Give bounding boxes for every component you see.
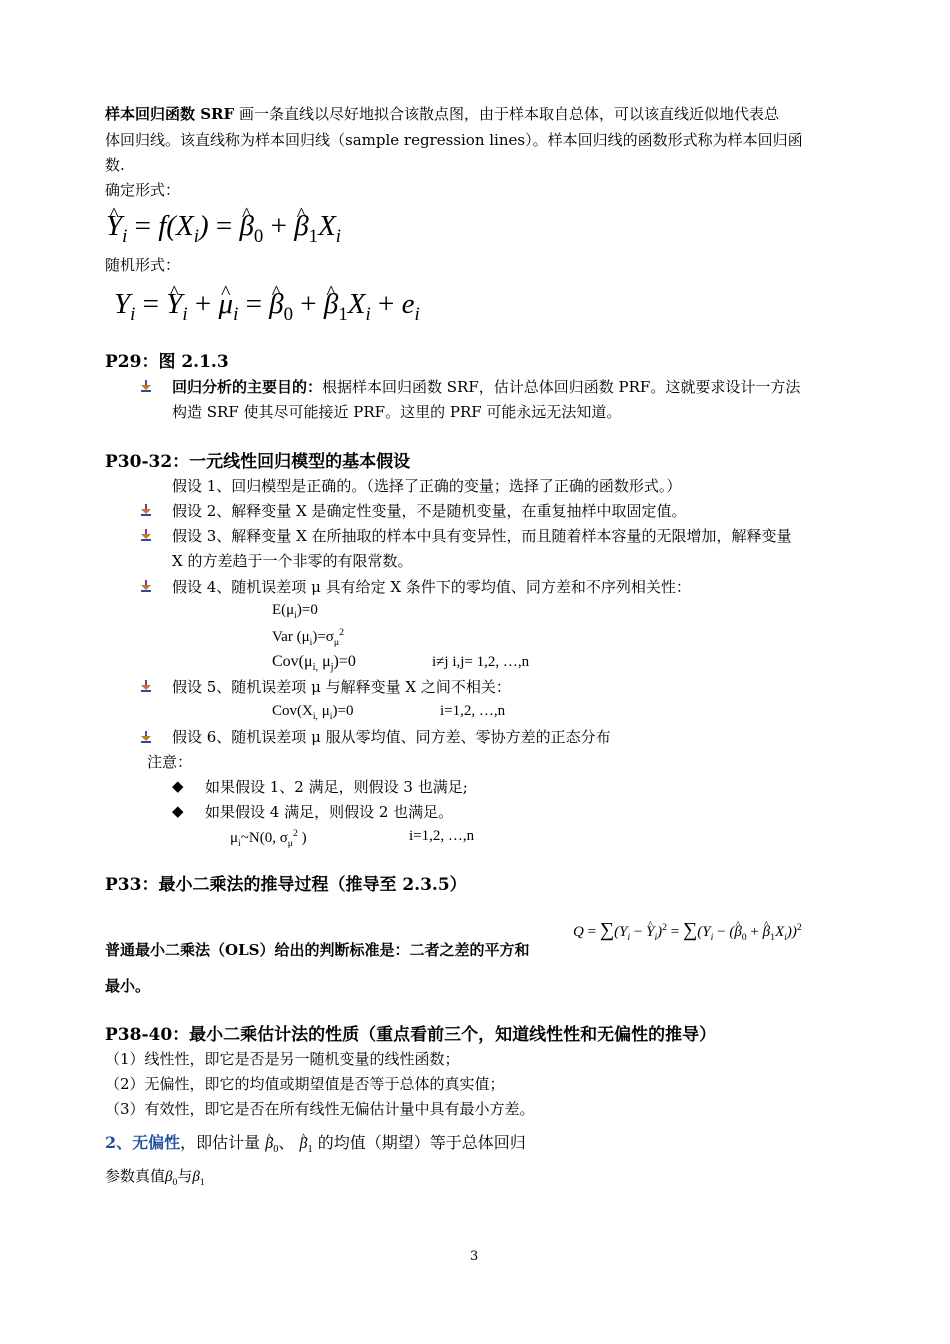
unbiasedness-text-1: ，即估计量 — [180, 1133, 261, 1152]
assumption-3-line-1: 假设 3、解释变量 X 在所抽取的样本中具有变异性，而且随着样本容量的无限增加，解释变量 — [172, 527, 792, 545]
assumption-2: 假设 2、解释变量 X 是确定性变量，不是随机变量，在重复抽样中取固定值。 — [172, 502, 687, 520]
srf-bold-term: 样本回归函数 SRF — [105, 105, 235, 123]
unbiasedness-text-2: 的均值（期望）等于总体回归 — [317, 1133, 526, 1152]
heading-p29: P29：图 2.1.3 — [105, 352, 229, 372]
note-item-2: 如果假设 4 满足，则假设 2 也满足。 — [205, 803, 454, 821]
param-true-values-line: 参数真值$\beta_0$与$\beta_1$ — [105, 1167, 205, 1188]
page-number: 3 — [470, 1249, 479, 1264]
heading-p33: P33：最小二乘法的推导过程（推导至 2.3.5） — [105, 875, 467, 895]
p29-bullet-line-2: 构造 SRF 使其尽可能接近 PRF。这里的 PRF 可能永远无法知道。 — [172, 403, 622, 421]
formula-normal-dist: $\mu_i\sim N(0$, $\sigma_\mu^2$ ) — [230, 828, 307, 849]
formula-normal-condition: i=1,2, …,n — [409, 828, 475, 844]
assumption-5: 假设 5、随机误差项 μ 与解释变量 X 之间不相关： — [172, 678, 511, 696]
formula-cov-x-mu: $Cov(X_{i,}$ $\mu_i)=0$ — [272, 703, 354, 722]
bullet-arrow-icon — [140, 680, 152, 692]
bullet-arrow-icon — [140, 380, 152, 392]
random-form-label: 随机形式： — [105, 256, 181, 274]
beta1-hat-symbol: ^ $\beta_1$ — [300, 1135, 313, 1152]
equation-deterministic-form: ^ $Y_i = f(X_i)$ = ^ $\beta_0$ + ^ $\beta_1X_i$ — [106, 206, 341, 257]
unbiasedness-label: 2、无偏性 — [105, 1133, 181, 1152]
intro-line-3: 数. — [105, 156, 125, 174]
property-2: （2）无偏性，即它的均值或期望值是否等于总体的真实值； — [105, 1075, 505, 1093]
deterministic-form-label: 确定形式： — [105, 181, 181, 199]
intro-line-1 — [105, 104, 779, 124]
assumption-6: 假设 6、随机误差项 μ 服从零均值、同方差、零协方差的正态分布 — [172, 728, 611, 746]
formula-cov-x-condition: i=1,2, …,n — [440, 703, 506, 719]
ols-criterion-line-2: 最小。 — [105, 977, 151, 995]
formula-cov-mu: $Cov(\mu_{i,}$ $\mu_j)=0$ — [272, 653, 356, 674]
intro-line-1-text: 画一条直线以尽好地拟合该散点图，由于样本取自总体，可以该直线近似地代表总 — [238, 105, 779, 123]
bullet-arrow-icon — [140, 504, 152, 516]
assumption-1: 假设 1、回归模型是正确的。（选择了正确的变量；选择了正确的函数形式。） — [172, 477, 682, 495]
heading-p30-32: P30-32：一元线性回归模型的基本假设 — [105, 452, 411, 472]
equation-random-form: $Y_i$ = ^ $Y_i$ + ^ $\mu_i$ = ^ $\beta_0$ + ^ $\beta_1X_i + e_i$ — [114, 284, 420, 335]
diamond-bullet-icon: ◆ — [172, 802, 184, 820]
unbiasedness-separator: 、 — [278, 1133, 295, 1152]
diamond-bullet-icon: ◆ — [172, 777, 184, 795]
param-true-values-text: 参数真值 — [105, 1167, 166, 1185]
assumption-3-line-2: X 的方差趋于一个非零的有限常数。 — [172, 552, 413, 570]
intro-line-2: 体回归线。该直线称为样本回归线（sample regression lines）。样本回归线的函数形式称为样本回归函 — [105, 131, 803, 149]
p29-bullet-line-1 — [172, 377, 800, 397]
formula-e-mu: $E(\mu_i)=0$ — [272, 602, 318, 621]
p29-bullet-bold: 回归分析的主要目的： — [172, 378, 323, 396]
bullet-arrow-icon — [140, 731, 152, 743]
property-3: （3）有效性，即它是否在所有线性无偏估计量中具有最小方差。 — [105, 1100, 535, 1118]
unbiasedness-line — [105, 1131, 526, 1162]
p29-bullet-text: 根据样本回归函数 SRF，估计总体回归函数 PRF。这就要求设计一方法 — [322, 378, 801, 396]
equation-ols-q: $Q = \sum(Y_i$ − ^ $Y_i)^2 = \sum(Y_i$ − (^ $\beta_0$ + ^ $\beta_1X_i))^2$ — [573, 916, 802, 950]
formula-var-mu: Var $(\mu_i)=\sigma_\mu^2$ — [272, 627, 344, 648]
beta0-hat-symbol: ^ $\beta_0$ — [265, 1135, 278, 1152]
note-label: 注意： — [147, 753, 193, 771]
bullet-arrow-icon — [140, 529, 152, 541]
bullet-arrow-icon — [140, 580, 152, 592]
note-item-1: 如果假设 1、2 满足，则假设 3 也满足; — [205, 778, 468, 796]
assumption-4: 假设 4、随机误差项 μ 具有给定 X 条件下的零均值、同方差和不序列相关性： — [172, 578, 691, 596]
ols-criterion-line-1: 普通最小二乘法（OLS）给出的判断标准是：二者之差的平方和 — [105, 941, 530, 959]
heading-p38-40: P38-40：最小二乘估计法的性质（重点看前三个，知道线性性和无偏性的推导） — [105, 1025, 717, 1045]
property-1: （1）线性性，即它是否是另一随机变量的线性函数； — [105, 1050, 460, 1068]
formula-cov-condition: i≠j i,j= 1,2, …,n — [432, 654, 530, 670]
